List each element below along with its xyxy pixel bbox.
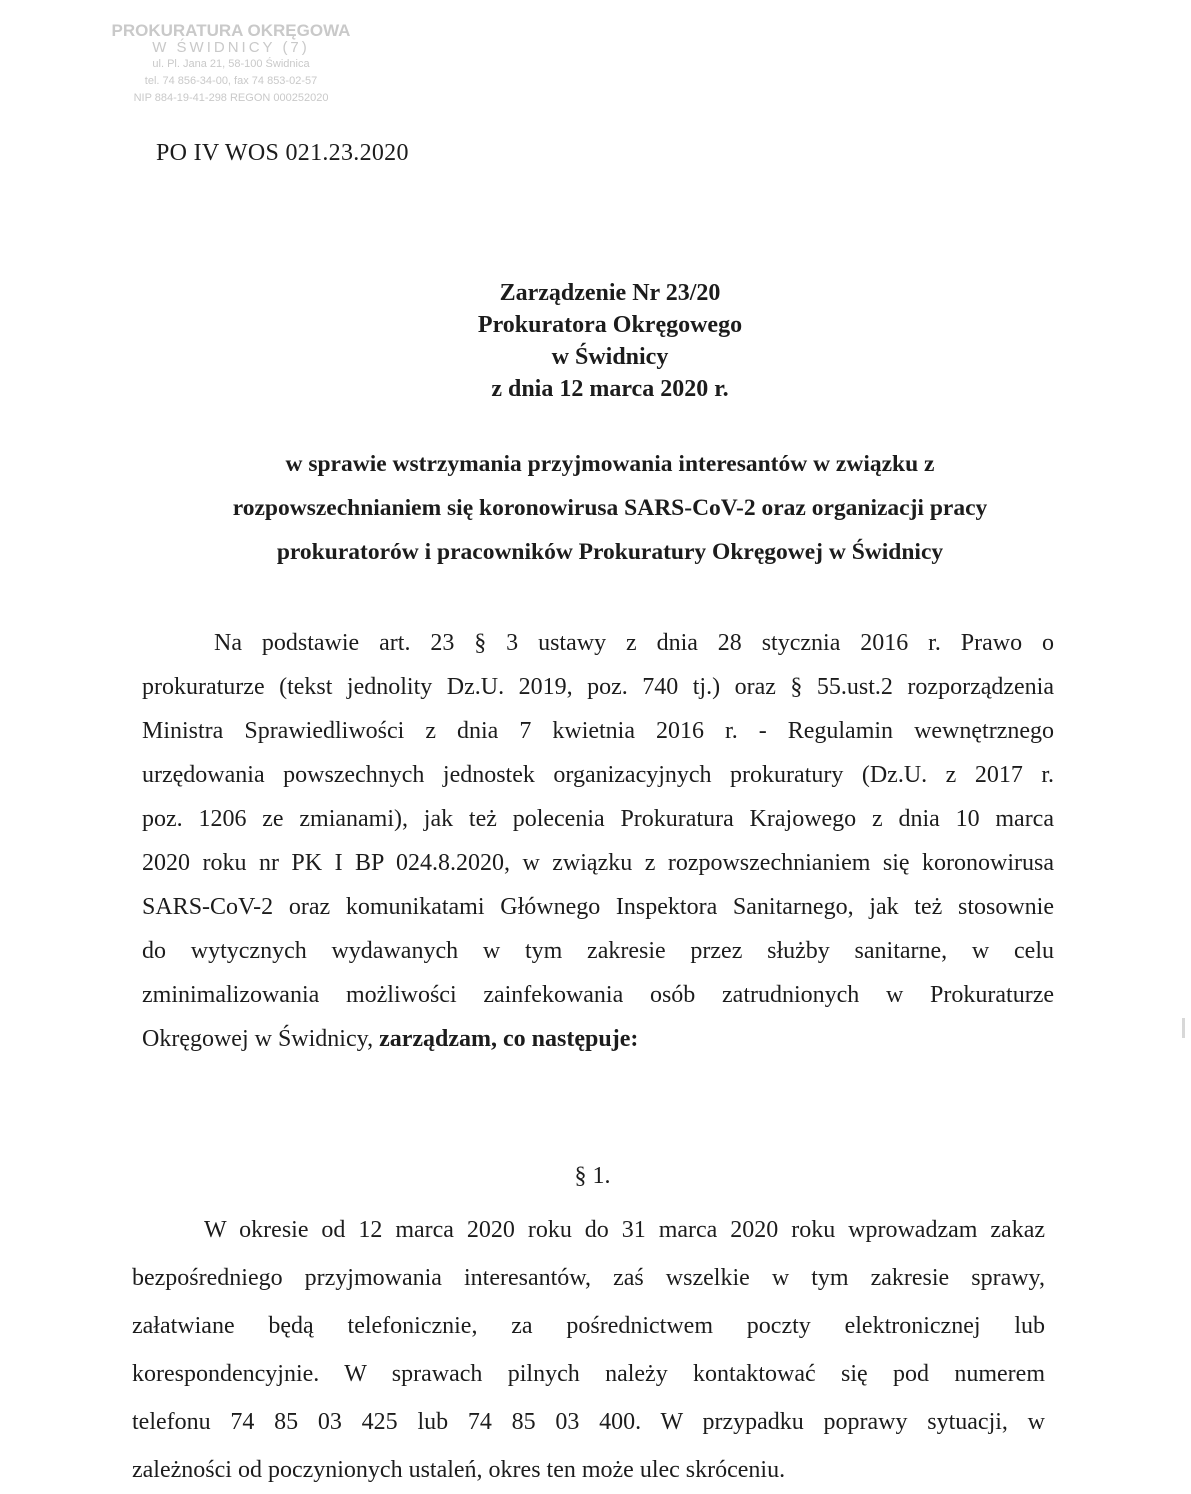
preamble-line: SARS-CoV-2 oraz komunikatami Głównego Inspektora Sanitarnego, jak też stosownie [142,894,1054,920]
title-line: Zarządzenie Nr 23/20 [499,280,721,306]
section-line: bezpośredniego przyjmowania interesantów, zaś wszelkie w tym zakresie sprawy, [132,1265,1045,1291]
office-stamp [96,22,366,107]
subject-line: rozpowszechnianiem się koronowirusa SARS-CoV-2 oraz organizacji pracy [232,495,988,521]
preamble-last-text: Okręgowej w Świdnicy, [142,1026,380,1052]
section-line: telefonu 74 85 03 425 lub 74 85 03 400. W przypadku poprawy sytuacji, w [132,1409,1045,1435]
scan-margin-mark [1182,1018,1185,1038]
preamble-paragraph [142,621,1054,1061]
subject-line: prokuratorów i pracowników Prokuratury Okręgowej w Świdnicy [276,539,944,565]
stamp-line: tel. 74 856-34-00, fax 74 853-02-57 [144,75,318,87]
title-line: z dnia 12 marca 2020 r. [491,376,729,402]
section-heading [0,1163,1191,1190]
preamble-line: Na podstawie art. 23 § 3 ustawy z dnia 28 stycznia 2016 r. Prawo o [214,630,1054,656]
preamble-line: poz. 1206 ze zmianami), jak też polecenia Prokuratura Krajowego z dnia 10 marca [142,806,1054,832]
section-1-paragraph [132,1206,1045,1494]
preamble-line: zminimalizowania możliwości zainfekowania osób zatrudnionych w Prokuraturze [142,982,1054,1008]
title-line: w Świdnicy [551,344,669,370]
subject-line: w sprawie wstrzymania przyjmowania interesantów w związku z [285,451,935,477]
preamble-line: prokuraturze (tekst jednolity Dz.U. 2019, poz. 740 tj.) oraz § 55.ust.2 rozporządzenia [142,674,1054,700]
document-reference-number: PO IV WOS 021.23.2020 [156,140,409,166]
preamble-line: do wytycznych wydawanych w tym zakresie przez służby sanitarne, w celu [142,938,1054,964]
section-line: W okresie od 12 marca 2020 roku do 31 marca 2020 roku wprowadzam zakaz [204,1217,1045,1243]
preamble-line: urzędowania powszechnych jednostek organizacyjnych prokuratury (Dz.U. z 2017 r. [142,762,1054,788]
title-line: Prokuratora Okręgowego [477,312,743,338]
stamp-line: NIP 884-19-41-298 REGON 000252020 [133,92,329,104]
stamp-line: ul. Pl. Jana 21, 58-100 Świdnica [152,58,310,70]
section-number: § 1. [574,1163,611,1189]
preamble-last-line [142,1017,1054,1061]
preamble-line: 2020 roku nr PK I BP 024.8.2020, w związku z rozpowszechnianiem się koronowirusa [142,850,1054,876]
section-line: zależności od poczynionych ustaleń, okres ten może ulec skróceniu. [132,1457,786,1483]
ordinance-clause: zarządzam, co następuje: [379,1026,639,1052]
section-line: załatwiane będą telefonicznie, za pośrednictwem poczty elektronicznej lub [132,1313,1045,1339]
ordinance-title [300,277,920,405]
section-line: korespondencyjnie. W sprawach pilnych należy kontaktować się pod numerem [132,1361,1045,1387]
stamp-line: PROKURATURA OKRĘGOWA [111,21,351,40]
stamp-line: W ŚWIDNICY (7) [152,39,310,56]
preamble-line: Ministra Sprawiedliwości z dnia 7 kwietnia 2016 r. - Regulamin wewnętrznego [142,718,1054,744]
ordinance-subject [150,442,1070,574]
